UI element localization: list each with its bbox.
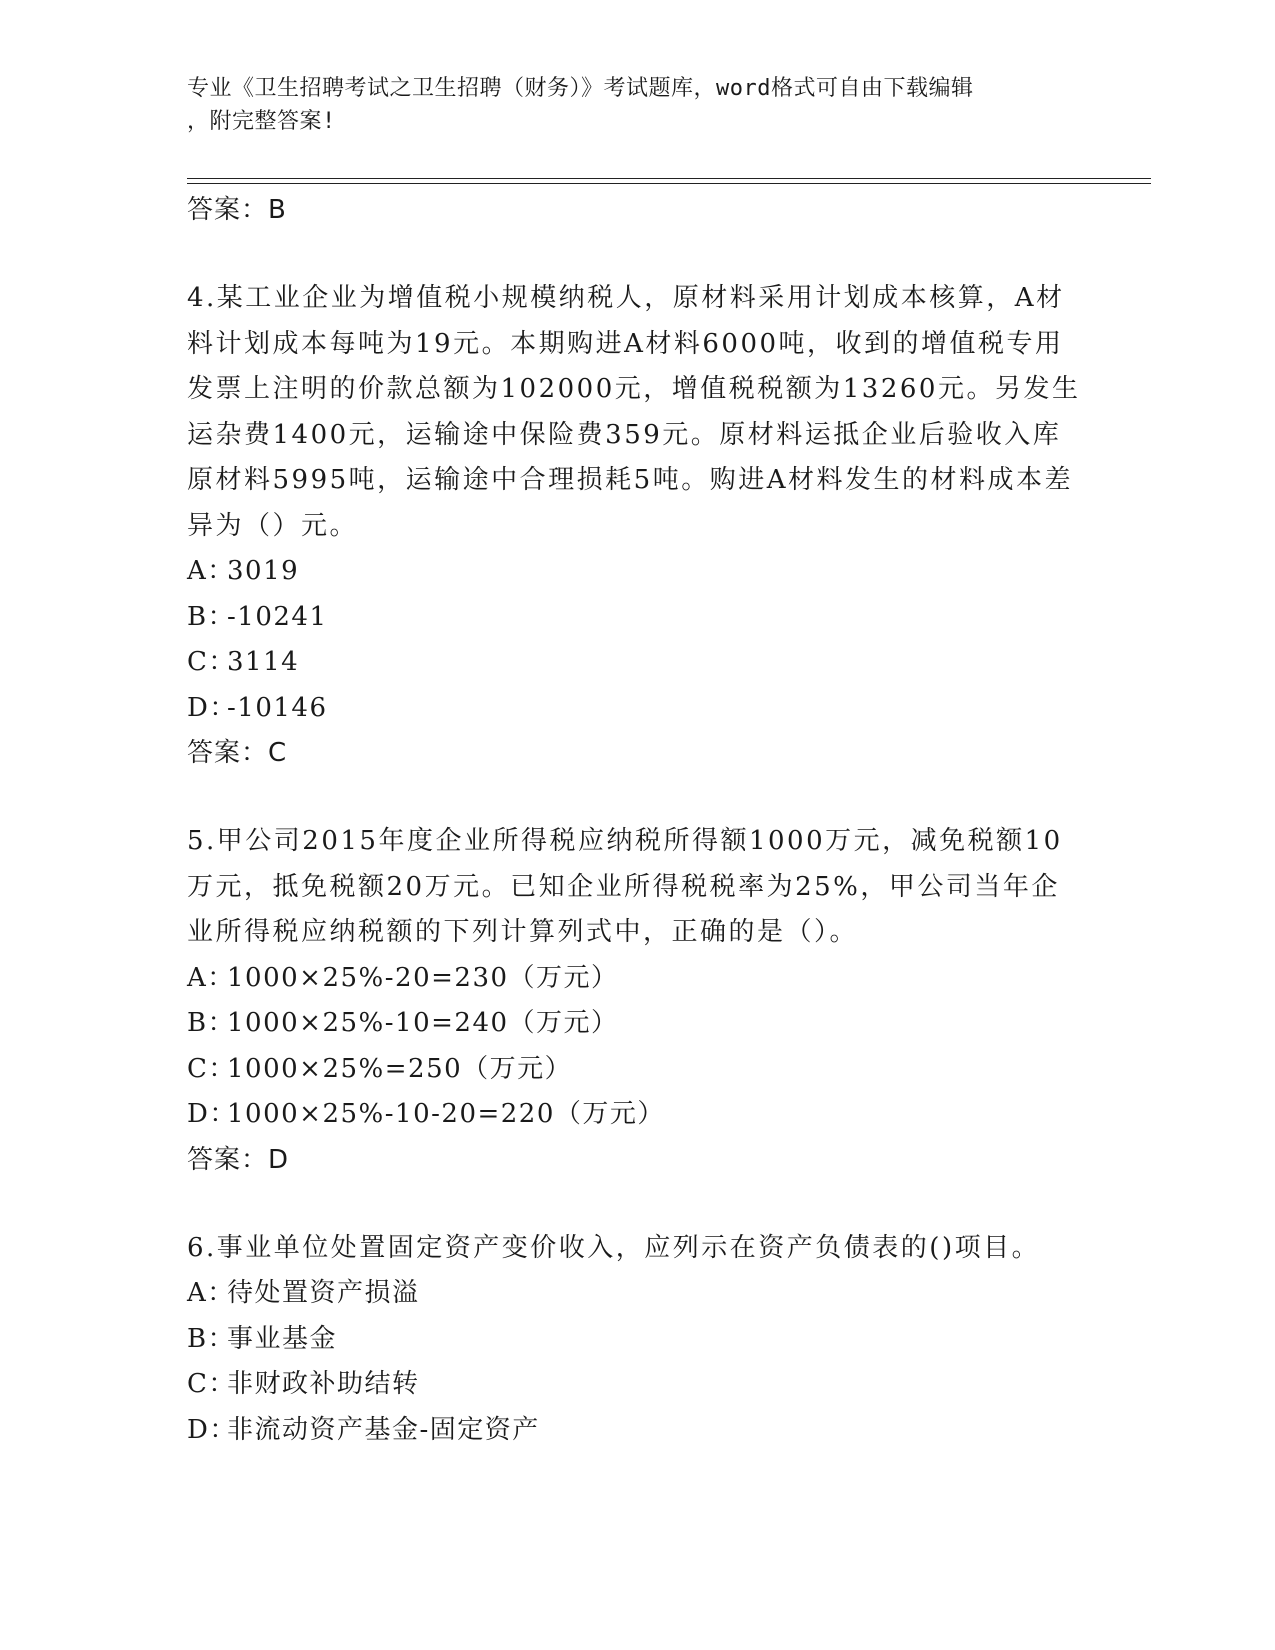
answer-value: B xyxy=(268,195,287,225)
question-4 xyxy=(187,276,1087,776)
question-5 xyxy=(187,819,1087,1183)
option-text: 非流动资产基金-固定资产 xyxy=(227,1414,540,1445)
option-text: -10241 xyxy=(227,601,328,632)
option-text: 3114 xyxy=(227,647,300,677)
question-stem: 4.某工业企业为增值税小规模纳税人，原材料采用计划成本核算，A材料计划成本每吨为19元。本期购进A材料6000吨，收到的增值税专用发票上注明的价款总额为102000元，增值税税额为13260元。另发生运杂费1400元，运输途中保险费359元。原材料运抵企业后验收入库原材料5995吨，运输途中合理损耗5吨。购进A材料发生的材料成本差异为（）元。 xyxy=(187,283,1081,541)
header-line-1: 专业《卫生招聘考试之卫生招聘（财务）》考试题库，word格式可自由下载编辑 xyxy=(187,76,974,101)
option-text: 1000×25%-20=230（万元） xyxy=(227,962,619,993)
question-stem: 5.甲公司2015年度企业所得税应纳税所得额1000万元，减免税额10万元，抵免税额20万元。已知企业所得税税率为25%，甲公司当年企业所得税应纳税额的下列计算列式中，正确的是（）。 xyxy=(187,826,1063,947)
option-b xyxy=(187,1317,1087,1363)
answer-prefix: 答案： xyxy=(187,1144,269,1175)
answer-line xyxy=(187,188,1087,233)
option-label: C： xyxy=(187,1053,236,1084)
option-label: A： xyxy=(187,962,235,993)
question-stem: 6.事业单位处置固定资产变价收入，应列示在资产负债表的()项目。 xyxy=(187,1232,1041,1263)
document-header xyxy=(187,72,1067,138)
option-label: B： xyxy=(187,1323,236,1354)
option-d xyxy=(187,686,1087,732)
option-text: 事业基金 xyxy=(227,1323,338,1354)
option-c xyxy=(187,640,1087,686)
option-label: C： xyxy=(187,647,236,677)
answer-prefix: 答案： xyxy=(187,195,269,225)
option-d xyxy=(187,1408,1087,1454)
header-line-2: ，附完整答案! xyxy=(187,109,336,134)
option-c xyxy=(187,1362,1087,1408)
option-a xyxy=(187,1271,1087,1317)
option-label: A： xyxy=(187,556,235,586)
question-content xyxy=(187,188,1087,1453)
answer-line xyxy=(187,1138,1087,1183)
option-label: C： xyxy=(187,1369,236,1399)
option-text: 3019 xyxy=(227,556,300,586)
answer-line xyxy=(187,731,1087,776)
option-label: B： xyxy=(187,601,236,632)
option-d xyxy=(187,1092,1087,1138)
header-rule-bottom xyxy=(187,183,1151,184)
option-b xyxy=(187,1001,1087,1047)
option-label: B： xyxy=(187,1008,236,1038)
answer-value: C xyxy=(268,738,288,768)
option-text: 1000×25%-10=240（万元） xyxy=(227,1008,619,1038)
header-rule-top xyxy=(187,178,1151,179)
option-text: 非财政补助结转 xyxy=(227,1369,420,1399)
option-c xyxy=(187,1047,1087,1093)
option-label: D： xyxy=(187,1099,237,1129)
option-text: 1000×25%-10-20=220（万元） xyxy=(227,1099,665,1129)
option-a xyxy=(187,956,1087,1002)
option-a xyxy=(187,549,1087,595)
question-6 xyxy=(187,1226,1087,1454)
option-label: D： xyxy=(187,692,237,723)
option-b xyxy=(187,595,1087,641)
option-text: 待处置资产损溢 xyxy=(227,1278,420,1308)
option-label: A： xyxy=(187,1278,235,1308)
answer-prefix: 答案： xyxy=(187,738,269,768)
option-text: 1000×25%=250（万元） xyxy=(227,1053,573,1084)
answer-value: D xyxy=(268,1144,290,1175)
option-label: D： xyxy=(187,1414,237,1445)
option-text: -10146 xyxy=(227,692,328,723)
